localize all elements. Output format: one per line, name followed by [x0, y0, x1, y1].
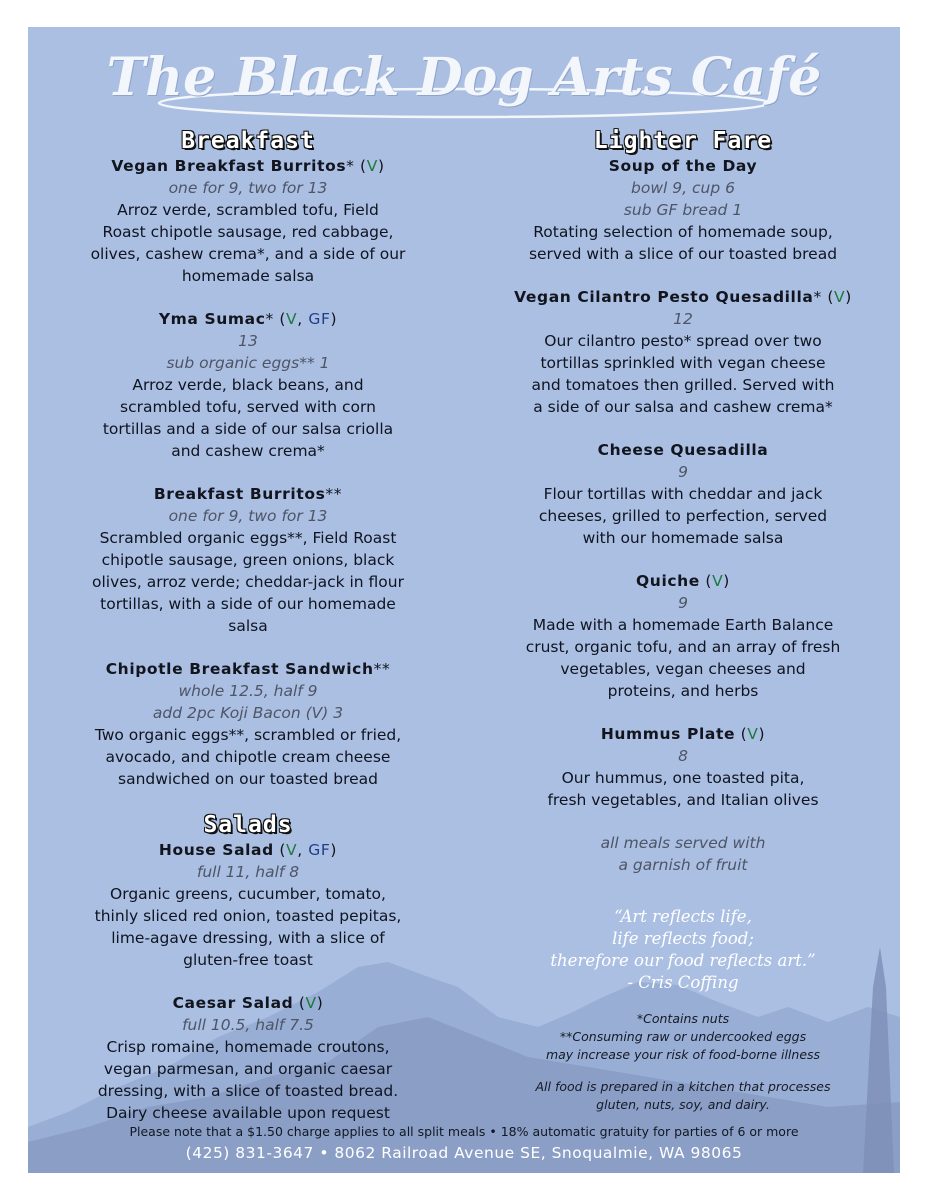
menu-item — [498, 155, 868, 265]
quote-line: - Cris Coffing — [627, 973, 739, 992]
item-title: Hummus Plate — [600, 725, 736, 743]
item-description: and tomatoes then grilled. Served with — [531, 376, 835, 394]
kitchen-notice-line: gluten, nuts, soy, and dairy. — [596, 1097, 770, 1112]
allergy-notes — [498, 1010, 868, 1064]
quote-line: therefore our food reflects art.” — [550, 951, 816, 970]
breakfast-heading: Breakfast — [181, 128, 315, 154]
item-description: tortillas, with a side of our homemade — [100, 595, 396, 613]
vegan-tag: V — [286, 310, 298, 328]
item-price: full 10.5, half 7.5 — [182, 1016, 314, 1034]
item-name — [498, 723, 868, 745]
item-description: sandwiched on our toasted bread — [118, 770, 378, 788]
item-description: avocado, and chipotle cream cheese — [105, 748, 391, 766]
item-description: Organic greens, cucumber, tomato, — [110, 885, 386, 903]
menu-item — [498, 723, 868, 811]
item-name — [498, 286, 868, 308]
vegan-tag: V — [286, 841, 298, 859]
item-title: House Salad — [158, 841, 274, 859]
diet-tags: (V) — [821, 288, 852, 306]
item-description: Arroz verde, black beans, and — [132, 376, 364, 394]
item-price: 12 — [673, 310, 693, 328]
menu-item — [68, 308, 428, 462]
item-mark: * — [265, 310, 274, 328]
item-name — [68, 155, 428, 177]
item-description: proteins, and herbs — [607, 682, 759, 700]
item-price: sub organic eggs** 1 — [166, 354, 330, 372]
item-price: 9 — [678, 463, 688, 481]
item-description: Roast chipotle sausage, red cabbage, — [102, 223, 394, 241]
item-title: Chipotle Breakfast Sandwich — [105, 660, 374, 678]
item-description: Arroz verde, scrambled tofu, Field — [117, 201, 379, 219]
item-name — [68, 483, 428, 505]
item-price: add 2pc Koji Bacon (V) 3 — [152, 704, 344, 722]
item-description: Two organic eggs**, scrambled or fried, — [94, 726, 402, 744]
note-line: *Contains nuts — [636, 1011, 730, 1026]
item-description: olives, cashew crema*, and a side of our — [90, 245, 406, 263]
menu-panel — [28, 27, 900, 1173]
item-description: tortillas sprinkled with vegan cheese — [540, 354, 826, 372]
vegan-tag: V — [712, 572, 724, 590]
item-price: 9 — [678, 594, 688, 612]
salads-heading: Salads — [203, 812, 293, 838]
gluten-free-tag: GF — [308, 310, 331, 328]
item-description: cheeses, grilled to perfection, served — [538, 507, 828, 525]
vegan-tag: V — [833, 288, 846, 306]
item-price: one for 9, two for 13 — [168, 507, 328, 525]
item-mark: ** — [325, 485, 343, 503]
diet-tags: (V) — [699, 572, 730, 590]
item-title: Vegan Breakfast Burritos — [111, 157, 347, 175]
menu-item — [68, 839, 428, 971]
item-name — [498, 439, 868, 461]
item-title: Breakfast Burritos — [153, 485, 326, 503]
item-mark: ** — [373, 660, 391, 678]
note-line: may increase your risk of food-borne illness — [545, 1047, 821, 1062]
item-description: lime-agave dressing, with a slice of — [111, 929, 385, 947]
item-price: one for 9, two for 13 — [168, 179, 328, 197]
item-description: dressing, with a slice of toasted bread. — [97, 1082, 399, 1100]
item-description: with our homemade salsa — [582, 529, 784, 547]
left-column — [68, 127, 428, 1145]
item-mark: * — [346, 157, 355, 175]
diet-tags: (V) — [735, 725, 766, 743]
item-description: fresh vegetables, and Italian olives — [547, 791, 819, 809]
contact-info: (425) 831-3647 • 8062 Railroad Avenue SE, Snoqualmie, WA 98065 — [185, 1144, 743, 1162]
diet-tags: (V) — [293, 994, 324, 1012]
menu-item — [68, 483, 428, 637]
item-description: and cashew crema* — [171, 442, 325, 460]
item-description: chipotle sausage, green onions, black — [101, 551, 395, 569]
item-description: a side of our salsa and cashew crema* — [533, 398, 833, 416]
kitchen-notice — [498, 1078, 868, 1114]
item-description: tortillas and a side of our salsa criolla — [102, 420, 394, 438]
item-price: full 11, half 8 — [196, 863, 300, 881]
meals-note-line: all meals served with — [600, 834, 766, 852]
item-description: scrambled tofu, served with corn — [120, 398, 376, 416]
item-description: served with a slice of our toasted bread — [528, 245, 838, 263]
item-description: Made with a homemade Earth Balance — [532, 616, 834, 634]
vegan-tag: V — [366, 157, 378, 175]
item-description: salsa — [228, 617, 268, 635]
diet-tags: (V, GF) — [273, 310, 338, 328]
item-title: Quiche — [636, 572, 700, 590]
item-title: Yma Sumac — [158, 310, 266, 328]
item-title: Vegan Cilantro Pesto Quesadilla — [514, 288, 814, 306]
item-description: Dairy cheese available upon request — [106, 1104, 390, 1122]
vegan-tag: V — [747, 725, 759, 743]
menu-item — [68, 155, 428, 287]
meals-note — [498, 832, 868, 876]
item-description: Rotating selection of homemade soup, — [533, 223, 833, 241]
item-price: sub GF bread 1 — [623, 201, 743, 219]
item-name — [498, 570, 868, 592]
item-description: Flour tortillas with cheddar and jack — [543, 485, 823, 503]
item-name — [68, 992, 428, 1014]
right-column — [498, 127, 868, 1114]
item-name — [498, 155, 868, 177]
quote — [498, 906, 868, 994]
quote-line: life reflects food; — [612, 929, 754, 948]
item-description: crust, organic tofu, and an array of fresh — [525, 638, 841, 656]
kitchen-notice-line: All food is prepared in a kitchen that processes — [535, 1079, 831, 1094]
item-description: Scrambled organic eggs**, Field Roast — [99, 529, 397, 547]
item-mark: * — [813, 288, 822, 306]
item-price: whole 12.5, half 9 — [178, 682, 318, 700]
menu-item — [498, 439, 868, 549]
item-description: vegan parmesan, and organic caesar — [103, 1060, 393, 1078]
item-name — [68, 839, 428, 861]
diet-tags: (V) — [354, 157, 385, 175]
item-name — [68, 658, 428, 680]
item-title: Soup of the Day — [608, 157, 758, 175]
item-description: vegetables, vegan cheeses and — [560, 660, 806, 678]
item-description: Our hummus, one toasted pita, — [561, 769, 805, 787]
meals-note-line: a garnish of fruit — [618, 856, 748, 874]
quote-line: “Art reflects life, — [614, 907, 752, 926]
vegan-tag: V — [305, 994, 317, 1012]
menu-item — [498, 570, 868, 702]
item-price: 8 — [678, 747, 688, 765]
gluten-free-tag: GF — [308, 841, 331, 859]
item-description: Our cilantro pesto* spread over two — [544, 332, 822, 350]
note-line: **Consuming raw or undercooked eggs — [559, 1029, 807, 1044]
menu-item — [68, 658, 428, 790]
item-price: 13 — [238, 332, 258, 350]
page-title: The Black Dog Arts Café — [106, 47, 822, 108]
item-description: Crisp romaine, homemade croutons, — [106, 1038, 390, 1056]
item-description: gluten-free toast — [183, 951, 313, 969]
menu-item — [498, 286, 868, 418]
item-name — [68, 308, 428, 330]
item-description: thinly sliced red onion, toasted pepitas, — [94, 907, 402, 925]
item-description: homemade salsa — [181, 267, 315, 285]
item-description: olives, arroz verde; cheddar-jack in flour — [91, 573, 404, 591]
item-title: Caesar Salad — [172, 994, 294, 1012]
split-meal-policy: Please note that a $1.50 charge applies to all split meals • 18% automatic gratuity for parties of 6 or more — [129, 1124, 799, 1139]
menu-item — [68, 992, 428, 1124]
lighter-fare-heading: Lighter Fare — [593, 128, 773, 154]
item-title: Cheese Quesadilla — [597, 441, 769, 459]
diet-tags: (V, GF) — [273, 841, 338, 859]
item-price: bowl 9, cup 6 — [631, 179, 735, 197]
